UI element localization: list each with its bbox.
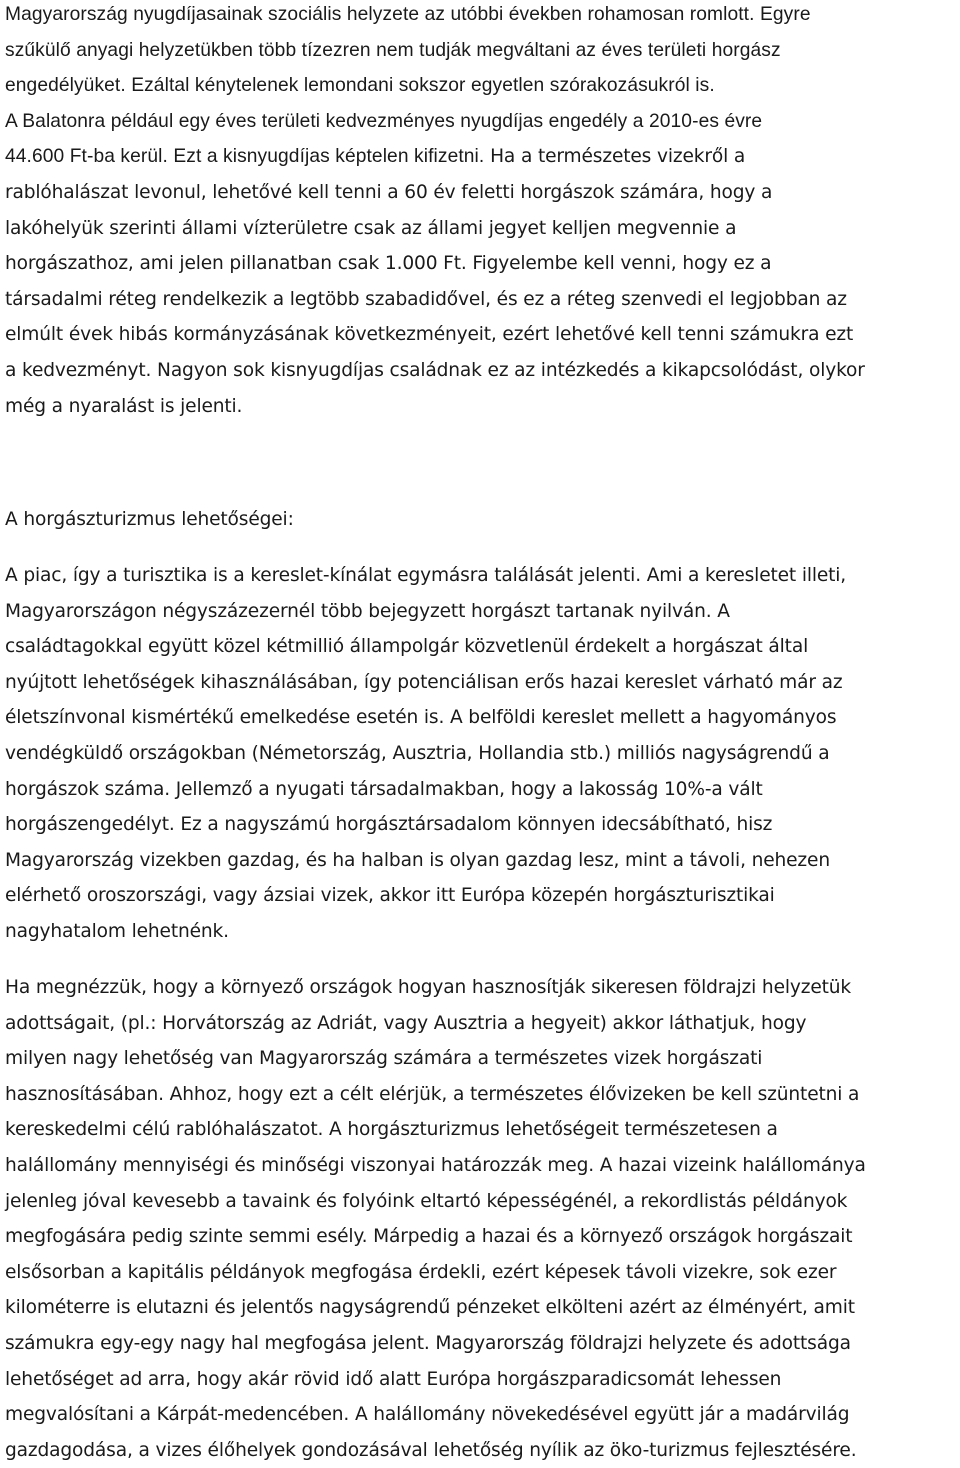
- text-line: horgászathoz, ami jelen pillanatban csak 1.000 Ft. Figyelembe kell venni, hogy ez a: [5, 253, 772, 275]
- text-line: Magyarországon négyszázezernél több bejegyzett horgászt tartanak nyilván. A: [5, 600, 730, 622]
- text-line: horgászok száma. Jellemző a nyugati társadalmakban, hogy a lakosság 10%-a vált: [5, 778, 763, 800]
- text-line: A Balatonra például egy éves területi kedvezményes nyugdíjas engedély a 2010-es évre: [5, 110, 763, 132]
- text-line: nyújtott lehetőségek kihasználásában, így potenciálisan erős hazai kereslet várható már az: [5, 671, 843, 693]
- text-line: számukra egy-egy nagy hal megfogása jelent. Magyarország földrajzi helyzete és adottsága: [5, 1332, 851, 1354]
- paragraph-geography: [5, 970, 866, 1468]
- text-line: társadalmi réteg rendelkezik a legtöbb szabadidővel, és ez a réteg szenvedi el legjobban az: [5, 288, 847, 310]
- heading-text: A horgászturizmus lehetőségei:: [5, 509, 294, 530]
- text-line: Ha megnézzük, hogy a környező országok hogyan hasznosítják sikeresen földrajzi helyzetük: [5, 977, 852, 998]
- section-heading: [5, 502, 294, 538]
- text-line: a kedvezményt. Nagyon sok kisnyugdíjas családnak ez az intézkedés a kikapcsolódást, olykor: [5, 359, 865, 381]
- text-line: halállomány mennyiségi és minőségi viszonyai határozzák meg. A hazai vizeink halállománya: [5, 1154, 866, 1176]
- text-line: megvalósítani a Kárpát-medencében. A halállomány növekedésével együtt jár a madárvilág: [5, 1404, 850, 1426]
- text-line: elmúlt évek hibás kormányzásának következményeit, ezért lehetővé kell tenni számukra ezt: [5, 324, 854, 346]
- text-line: rablóhalászat levonul, lehetővé kell tenni a 60 év feletti horgászok számára, hogy a: [5, 181, 773, 203]
- text-line: megfogására pedig szinte semmi esély. Márpedig a hazai és a környező országok horgászait: [5, 1226, 853, 1248]
- text-line: életszínvonal kismértékű emelkedése esetén is. A belföldi kereslet mellett a hagyományos: [5, 707, 837, 729]
- text-line: elsősorban a kapitális példányok megfogása érdekli, ezért képesek távoli vizekre, sok ezer: [5, 1261, 837, 1283]
- text-line-tail: Ha a természetes vizekről a: [484, 146, 746, 168]
- text-line: szűkülő anyagi helyzetükben több tízezren nem tudják megváltani az éves területi horgász: [5, 39, 781, 61]
- text-line: adottságait, (pl.: Horvátország az Adriát, vagy Ausztria a hegyeit) akkor láthatjuk, hogy: [5, 1012, 807, 1034]
- text-line: hasznosításában. Ahhoz, hogy ezt a célt elérjük, a természetes élővizeken be kell szüntetni a: [5, 1083, 860, 1105]
- text-line: jelenleg jóval kevesebb a tavaink és folyóink eltartó képességénél, a rekordlistás példányok: [5, 1190, 848, 1212]
- text-line: milyen nagy lehetőség van Magyarország számára a természetes vizek horgászati: [5, 1048, 763, 1070]
- text-line: elérhető oroszországi, vagy ázsiai vizek, akkor itt Európa közepén horgászturisztikai: [5, 885, 775, 907]
- text-line: lakóhelyük szerinti állami vízterületre csak az állami jegyet kelljen megvennie a: [5, 217, 737, 239]
- text-line: horgászengedélyt. Ez a nagyszámú horgásztársadalom könnyen idecsábítható, hisz: [5, 814, 773, 836]
- text-line: gazdagodása, a vizes élőhelyek gondozásával lehetőség nyílik az öko-turizmus fejlesztésére.: [5, 1439, 857, 1461]
- text-line: kilométerre is elutazni és jelentős nagyságrendű pénzeket elkölteni azért az élményért, amit: [5, 1297, 855, 1319]
- text-line: családtagokkal együtt közel kétmillió állampolgár közvetlenül érdekelt a horgászat által: [5, 636, 809, 658]
- text-line: még a nyaralást is jelenti.: [5, 395, 243, 417]
- text-line: nagyhatalom lehetnénk.: [5, 920, 229, 942]
- text-line-mixed: [5, 139, 865, 175]
- text-line: kereskedelmi célú rablóhalászatot. A horgászturizmus lehetőségeit természetesen a: [5, 1119, 778, 1141]
- text-line: lehetőséget ad arra, hogy akár rövid idő alatt Európa horgászparadicsomát lehessen: [5, 1368, 782, 1390]
- paragraph-demand: [5, 558, 846, 950]
- text-line: engedélyüket. Ezáltal kénytelenek lemondani sokszor egyetlen szórakozásukról is.: [5, 75, 715, 97]
- text-line: Magyarország nyugdíjasainak szociális helyzete az utóbbi években rohamosan romlott. Egyre: [5, 4, 811, 25]
- intro-paragraph: [5, 0, 865, 424]
- text-line: A piac, így a turisztika is a kereslet-kínálat egymásra találását jelenti. Ami a keresletet illeti,: [5, 565, 847, 586]
- text-line: vendégküldő országokban (Németország, Ausztria, Hollandia stb.) milliós nagyságrendű a: [5, 742, 830, 764]
- text-line: Magyarország vizekben gazdag, és ha halban is olyan gazdag lesz, mint a távoli, nehezen: [5, 849, 830, 871]
- text-line: 44.600 Ft-ba kerül. Ezt a kisnyugdíjas képtelen kifizetni.: [5, 146, 485, 168]
